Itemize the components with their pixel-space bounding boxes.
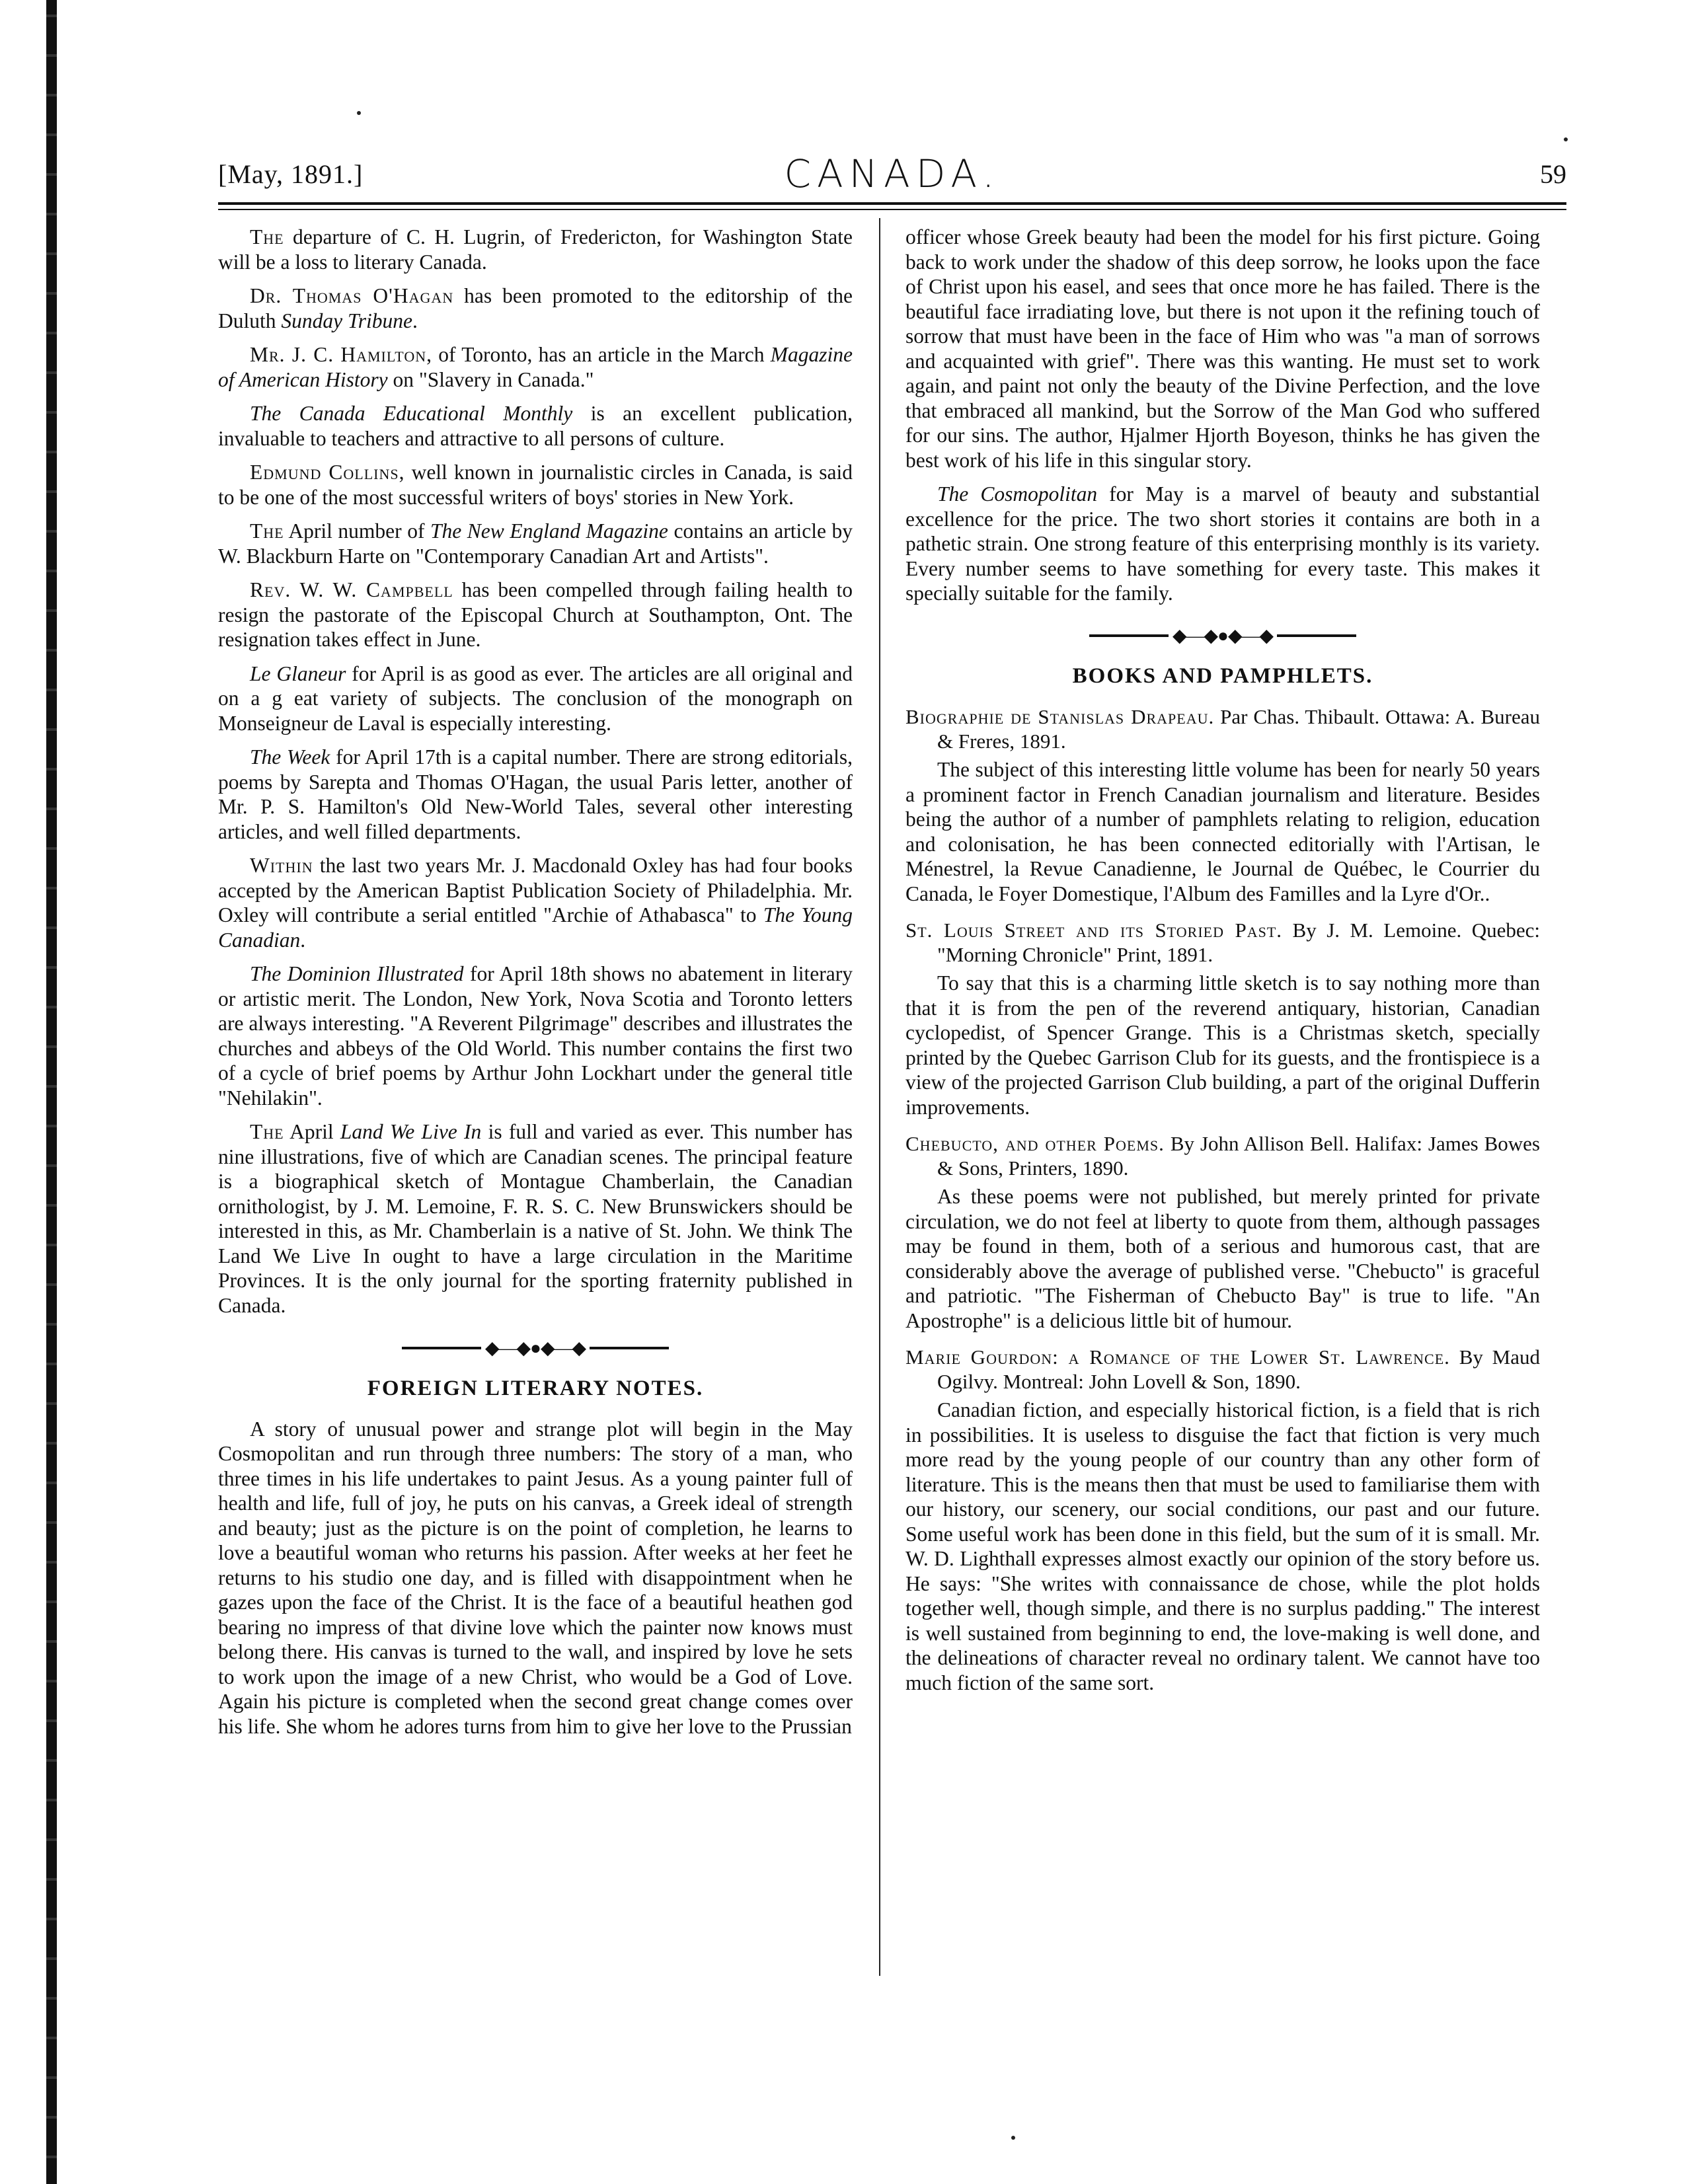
note-publication: The New England Magazine: [430, 519, 668, 543]
note-text: for April 18th shows no abatement in literary or artistic merit. The London, New York, Nova Scotia and Toronto letters are always interesting. "A Reverent Pilgrimage" describes and illustrates the churches and abbeys of the Old World. This number contains the first two of a cycle of brief poems by Arthur John Lockhart under the general title "Nehilakin".: [218, 962, 853, 1110]
book-imprint: By John Allison Bell. Halifax: James Bowes & Sons, Printers, 1890.: [937, 1132, 1540, 1180]
note-publication: Sunday Tribune: [281, 309, 413, 332]
cosmopolitan-text: for May is a marvel of beauty and substantial excellence for the price. The two short stories it contains are both in a pathetic strain. One strong feature of this enterprising monthly is its variety. Every number seems to have something for every taste. This makes it specially suitable for the family.: [905, 482, 1540, 605]
foreign-notes-heading: FOREIGN LITERARY NOTES.: [367, 1376, 704, 1400]
book-review: The subject of this interesting little volume has been for nearly 50 years a prominent factor in French Canadian journalism and literature. Besides being the author of a number of pamphlets relating to religion, education and colonisation, he has been connected editorially with l'Artisan, le Ménestrel, la Revue Canadienne, le Journal de Québec, le Courrier du Canada, le Foyer Domestique, l'Album des Familles and la Lyre d'Or..: [905, 758, 1540, 905]
note-lead: The: [250, 519, 284, 543]
note-text: has been compelled through failing health to resign the pastorate of the Episcopal Church at Southampton, Ont. The resignation takes effect in June.: [218, 578, 853, 651]
header-rule-thick: [218, 202, 1566, 205]
foreign-notes-continuation: officer whose Greek beauty had been the model for his first picture. Going back to work under the shadow of this deep sorrow, he looks upon the face of Christ upon his easel, and sees that once more he has failed. There is the beautiful face irradiating love, but there is not upon it the refining touch of sorrow that must have been in the face of Him who was "a man of sorrows and acquainted with grief". There was this wanting. He must set to work again, and paint not only the beauty of the Divine Perfection, and the love that embraced all mankind, but the Sorrow of the Man God who suffered for our sins. The author, Hjalmer Hjorth Boyeson, thinks he has given the best work of his life in this singular story.: [905, 225, 1540, 472]
ornament-divider: ◆—◆●◆—◆: [905, 624, 1540, 648]
note-publication: Le Glaneur: [250, 661, 346, 685]
literary-note: [218, 961, 853, 1110]
note-tail: is full and varied as ever. This number has nine illustrations, five of which are Canadian scenes. The principal feature is a biographical sketch of Montague Chamberlain, the Canadian ornithologist, by J. M. Lemoine, F. R. S. C. New Brunswickers should be interested in this, as Mr. Chamberlain is a native of St. John. We think The Land We Live In ought to have a large circulation in the Maritime Provinces. It is the only journal for the sporting fraternity published in Canada.: [218, 1120, 853, 1317]
note-text: for April is as good as ever. The articles are all original and on a g eat variety of subjects. The conclusion of the monograph on Monseigneur de Laval is especially interesting.: [218, 661, 853, 735]
masthead-title: CANADA.: [784, 151, 1001, 196]
book-review: To say that this is a charming little sketch is to say nothing more than that it is from the pen of the reverend antiquary, historian, Canadian cyclopedist, of Spencer Grange. This is a Christmas sketch, specially printed by the Quebec Garrison Club for its guests, and the frontispiece is a view of the projected Garrison Club building, a part of the original Dufferin improvements.: [905, 971, 1540, 1119]
book-citation: [905, 704, 1540, 753]
literary-note: [218, 401, 853, 451]
book-review: Canadian fiction, and especially historical fiction, is a field that is rich in possibilities. It is useless to disguise the fact that fiction is very much more read by the young people of our country than any other form of literature. This is the means then that must be used to familiarise them with our history, our scenery, our social conditions, our past and our future. Some useful work has been done in this field, but the sum of it is small. Mr. W. D. Lighthall expresses almost exactly our opinion of the story before us. He says: "She writes with connaissance de chose, while the plot holds together well, though simple, and there is no surplus padding." The interest is well sustained from beginning to end, the love-making is well done, and the delineations of character reveal no ordinary talent. We cannot have too much fiction of the same sort.: [905, 1398, 1540, 1694]
header-rule-thin: [218, 209, 1566, 210]
note-lead: Mr. J. C. Hamilton,: [250, 343, 432, 366]
literary-note: [218, 1119, 853, 1318]
print-speck: [1564, 137, 1568, 141]
note-publication: The Canada Educational Monthly: [250, 402, 573, 425]
note-text: April number of: [284, 519, 430, 543]
literary-note: [218, 519, 853, 568]
cosmopolitan-title: The Cosmopolitan: [937, 482, 1098, 506]
note-lead: The: [250, 1120, 284, 1143]
books-heading: BOOKS AND PAMPHLETS.: [1072, 664, 1373, 689]
note-tail: contains an article by W. Blackburn Harte on "Contemporary Canadian Art and Artists".: [218, 519, 853, 568]
note-publication: The Dominion Illustrated: [250, 962, 464, 985]
note-lead: Within: [250, 854, 313, 877]
literary-note: [218, 460, 853, 509]
literary-note: [218, 342, 853, 392]
book-review: As these poems were not published, but merely printed for private circulation, we do not feel at liberty to quote from them, although passages may be found in them, both of a serious and humorous cast, that are considerably above the average of published verse. "Chebucto" is graceful and patriotic. "The Fisherman of Chebucto Bay" is true to life. "An Apostrophe" is a delicious little bit of humour.: [905, 1185, 1540, 1332]
book-imprint: By J. M. Lemoine. Quebec: "Morning Chronicle" Print, 1891.: [937, 919, 1540, 967]
left-column: [218, 225, 853, 1748]
note-text: has been promoted to the editorship of the Duluth: [218, 284, 853, 332]
note-lead: Rev. W. W. Campbell: [250, 578, 453, 601]
note-text: well known in journalistic circles in Canada, is said to be one of the most successful writers of boys' stories in New York.: [218, 461, 853, 509]
note-text: is an excellent publication, invaluable to teachers and attractive to all persons of culture.: [218, 402, 853, 450]
note-tail: .: [412, 309, 418, 332]
page-number: 59: [1539, 159, 1566, 189]
book-title: Marie Gourdon: a Romance of the Lower St. Lawrence.: [905, 1345, 1450, 1369]
note-lead: The: [250, 225, 284, 248]
book-citation: [905, 1131, 1540, 1180]
print-speck: [357, 111, 361, 115]
note-lead: Edmund Collins,: [250, 461, 405, 484]
literary-note: [218, 661, 853, 736]
ornament-divider: ◆—◆●◆—◆: [218, 1336, 853, 1359]
binding-edge: [46, 0, 57, 2184]
column-divider: [879, 218, 880, 1976]
print-speck: [1011, 2136, 1015, 2140]
note-publication: The Young Canadian: [218, 903, 853, 952]
page-header: [218, 151, 1566, 197]
page: [218, 0, 1566, 2184]
note-publication: Land We Live In: [340, 1120, 482, 1143]
issue-date: [May, 1891.]: [218, 159, 364, 189]
literary-note: [218, 745, 853, 844]
literary-note: [218, 283, 853, 333]
book-citation: [905, 1345, 1540, 1394]
book-imprint: Par Chas. Thibault. Ottawa: A. Bureau & Freres, 1891.: [937, 705, 1540, 753]
book-title: Biographie de Stanislas Drapeau.: [905, 705, 1215, 729]
book-title: Chebucto, and other Poems.: [905, 1132, 1165, 1156]
note-lead: Dr. Thomas O'Hagan: [250, 284, 454, 307]
book-citation: [905, 918, 1540, 967]
cosmopolitan-note: [905, 482, 1540, 606]
book-imprint: By Maud Ogilvy. Montreal: John Lovell & Son, 1890.: [937, 1345, 1540, 1394]
book-reviews: [905, 704, 1540, 1695]
note-publication: The Week: [250, 745, 330, 769]
foreign-notes-text: A story of unusual power and strange plot will begin in the May Cosmopolitan and run through three numbers: The story of a man, who three times in his life undertakes to paint Jesus. As a young painter full of health and life, full of joy, he puts on his canvas, a Greek ideal of strength and beauty; just as the picture is on the point of completion, he learns to love a beautiful woman who returns his passion. After weeks at her feet he returns to his studio one day, and is filled with disappointment when he gazes upon the face of the Christ. It is the face of a beautiful heathen god bearing no impress of that divine love which the painter now knows must belong there. His canvas is turned to the wall, and inspired by love he sets to work upon the image of a new Christ, who would be a God of Love. Again his picture is completed when the second great change comes over his life. She whom he adores turns from him to give her love to the Prussian: [218, 1417, 853, 1738]
note-text: departure of C. H. Lugrin, of Fredericton, for Washington State will be a loss to literary Canada.: [218, 225, 853, 274]
right-column: [905, 225, 1540, 1707]
note-text: the last two years Mr. J. Macdonald Oxley has had four books accepted by the American Baptist Publication Society of Philadelphia. Mr. Oxley will contribute a serial entitled "Archie of Athabasca" to: [218, 854, 853, 926]
note-tail: on "Slavery in Canada.": [387, 367, 594, 391]
note-text: of Toronto, has an article in the March: [432, 343, 771, 366]
literary-note: [218, 225, 853, 274]
book-title: St. Louis Street and its Storied Past.: [905, 919, 1283, 942]
literary-notes: [218, 225, 853, 1318]
literary-note: [218, 578, 853, 652]
literary-note: [218, 853, 853, 952]
note-tail: .: [300, 928, 306, 952]
note-text: for April 17th is a capital number. There are strong editorials, poems by Sarepta and Thomas O'Hagan, the usual Paris letter, another of Mr. P. S. Hamilton's Old New-World Tales, several other interesting articles, and well filled departments.: [218, 745, 853, 843]
note-text: April: [284, 1120, 340, 1143]
note-publication: Magazine of American History: [218, 343, 853, 391]
